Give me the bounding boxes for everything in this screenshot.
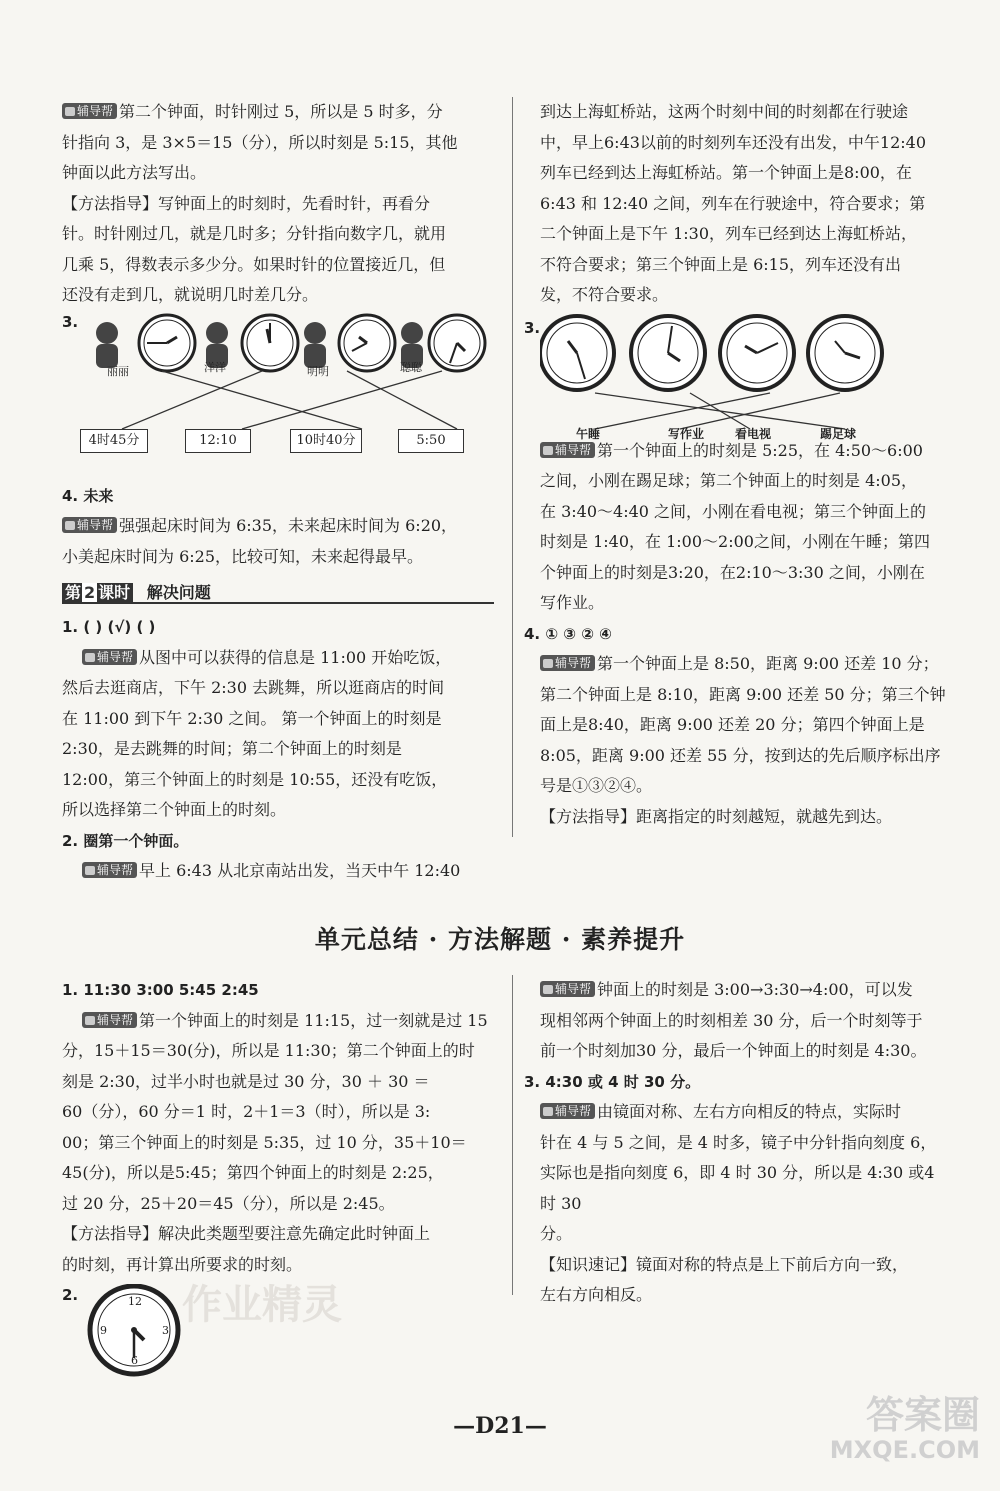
activity-clock-1 <box>540 316 614 390</box>
activity-clock-2 <box>631 316 705 390</box>
cap-icon <box>85 866 95 875</box>
clock-match-lines <box>62 311 492 481</box>
summary-q3-answer: 3. 4:30 或 4 时 30 分。 <box>524 1072 701 1091</box>
activity-label-3: 看电视 <box>735 426 772 441</box>
tutor-tag: 辅导帮 <box>540 981 595 997</box>
lesson-underline <box>62 602 494 604</box>
summary-q2-figure <box>62 1280 494 1380</box>
lesson-title: 解决问题 <box>146 583 211 602</box>
lesson-header <box>62 578 494 608</box>
bottom-right-column: 辅导帮 钟面上的时刻是 3:00→3:30→4:00，可以发 现相邻两个钟面上的时刻相差 30 分，后一个时刻等于 前一个时刻加30 分，最后一个钟面上的时刻是 4:30。 3. 4:30 或 4 时 30 分。 辅导帮 由镜面对称、左右方向相反的特点，实际时 针在 4 与 5 之间，是 4 时多，镜子中分针指向刻度 6， 实际也是指向刻度 6，即 4 时 30 分，所以是 4:30 或4 时 30 分。 【知识速记】镜面对称的特点是上下前后方向一致， 左右方向相反。 <box>540 975 952 1311</box>
cap-icon <box>85 653 95 662</box>
top-left-column: 辅导帮 第二个钟面，时针刚过 5，所以是 5 时多，分 针指向 3，是 3×5＝15（分），所以时刻是 5:15，其他 钟面以此方法写出。 【方法指导】写钟面上的时刻时，先看时针，再看分 针。时针刚过几，就是几时多；分针指向数字几，就用 几乘 5，得数表示多少分。如果时针的位置接近几，但 还没有走到几，就说明几时差几分。 3. 丽丽 洋洋 明明 聪聪 4时45分 12:10 10时40分 5:50 4. 未来 辅导帮 强强起床时间为 6:35，未来起床时间为 6:20， 小美起床时间为 6:25，比较可知，未来起得最早。 第 2 课时 解决问题 1. ( ) (√) ( ) 辅导帮 从图中可以获得的信息是 11:00 开始吃饭， 然后去逛商店，下午 2:30 去跳舞，所以逛商店的时间 在 11:00 到下午 2:30 之间。 第一个钟面上的时刻是 2:30，是去跳舞的时间；第二个钟面上的时刻是 12:00，第三个钟面上的时刻是 10:55，还没有吃饭， 所以选择第二个钟面上的时刻。 2. 圈第一个钟面。 辅导帮 早上 6:43 从北京南站出发，当天中午 12:40 <box>62 97 494 887</box>
cap-icon <box>543 1107 553 1116</box>
q3-label-right: 3. <box>524 318 541 337</box>
activity-match-lines <box>540 311 952 436</box>
answer-clock <box>84 1284 194 1384</box>
cap-icon <box>85 1016 95 1025</box>
numeral-3: 3 <box>162 1324 169 1337</box>
cap-icon <box>543 659 553 668</box>
numeral-6: 6 <box>131 1354 138 1367</box>
column-divider-top <box>512 97 513 837</box>
activity-clock-4 <box>808 316 882 390</box>
q3-clock-matching-figure <box>62 311 492 481</box>
time-box-4: 5:50 <box>398 429 464 453</box>
tutor-tag: 辅导帮 <box>540 442 595 458</box>
summary-q2-label: 2. <box>62 1286 79 1304</box>
cap-icon <box>65 107 75 116</box>
clock-1 <box>139 315 195 371</box>
time-box-1: 4时45分 <box>80 429 148 453</box>
explain-block-q2: 辅导帮 第二个钟面，时针刚过 5，所以是 5 时多，分 针指向 3，是 3×5＝15（分），所以时刻是 5:15，其他 钟面以此方法写出。 <box>62 102 458 182</box>
q1-answer: 1. ( ) (√) ( ) <box>62 618 156 636</box>
q4-order-answer: 4. ① ③ ② ④ <box>524 624 612 643</box>
tutor-tag: 辅导帮 <box>82 1012 137 1028</box>
kid-name-1: 丽丽 <box>107 364 129 378</box>
page-number: —D21— <box>453 1413 547 1439</box>
kid-name-4: 聪聪 <box>400 360 422 374</box>
clock-3 <box>339 315 395 371</box>
kid-name-2: 洋洋 <box>204 360 226 374</box>
cap-icon <box>65 521 75 530</box>
cap-icon <box>543 985 553 994</box>
time-box-3: 10时40分 <box>290 429 362 453</box>
method-guide-block: 【方法指导】写钟面上的时刻时，先看时针，再看分 针。时针刚过几，就是几时多；分针指向数字几，就用 几乘 5，得数表示多少分。如果时针的位置接近几，但 还没有走到几，就说明几时差几分。 <box>62 193 447 304</box>
method-guide-right: 【方法指导】距离指定的时刻越短，就越先到达。 <box>540 806 893 826</box>
numeral-9: 9 <box>100 1324 107 1337</box>
numeral-12: 12 <box>128 1295 142 1308</box>
tutor-tag: 辅导帮 <box>82 862 137 878</box>
site-watermark: 答案圈 MXQE.COM <box>829 1393 980 1464</box>
top-right-column: 到达上海虹桥站，这两个时刻中间的时刻都在行驶途 中，早上6:43以前的时刻列车还没有出发，中午12:40 列车已经到达上海虹桥站。第一个钟面上是8:00，在 6:43 和 12:40 之间，列车在行驶途中，符合要求；第 二个钟面上是下午 1:30，列车已经到达上海虹桥站， 不符合要求；第三个钟面上是 6:15，列车还没有出 发，不符合要求。 3. 午睡 写作业 看电视 踢足球 辅导帮 第一个钟面上的时刻是 5:25，在 4:50～6:00 之间，小刚在踢足球；第二个钟面上的时刻是 4:05， 在 3:40～4:40 之间，小刚在看电视；第三个钟面上的 时刻是 1:40，在 1:00～2:00之间，小刚在午睡；第四 个钟面上的时刻是3:20，在2:10～3:30 之间，小刚在 写作业。 4. ① ③ ② ④ 辅导帮 第一个钟面上是 8:50，距离 9:00 还差 10 分； 第二个钟面上是 8:10，距离 9:00 还差 50 分；第三个钟 面上是8:40，距离 9:00 还差 20 分；第四个钟面上是 8:05，距离 9:00 还差 55 分，按到达的先后顺序标出序 号是①③②④。 【方法指导】距离指定的时刻越短，就越先到达。 <box>540 97 952 832</box>
tutor-tag: 辅导帮 <box>82 649 137 665</box>
column-divider-bottom <box>512 975 513 1295</box>
tutor-tag: 辅导帮 <box>540 655 595 671</box>
section-title: 单元总结 · 方法解题 · 素养提升 <box>314 925 686 954</box>
bottom-left-column: 1. 11:30 3:00 5:45 2:45 辅导帮 第一个钟面上的时刻是 11:15，过一刻就是过 15 分，15＋15＝30(分)，所以是 11:30；第二个钟面上的时 刻是 2:30，过半小时也就是过 30 分，30 ＋ 30 ＝ 60（分），60 分＝1 时，2＋1＝3（时），所以是 3: 00；第三个钟面上的时刻是 5:35，过 10 分，35＋10＝ 45(分)，所以是5:45；第四个钟面上的时刻是 2:25， 过 20 分，25＋20＝45（分），所以是 2:45。 【方法指导】解决此类题型要注意先确定此时钟面上 的时刻，再计算出所要求的时刻。 2. 12 3 6 9 作业精灵 <box>62 975 494 1380</box>
kid-name-3: 明明 <box>307 364 329 378</box>
activity-label-1: 午睡 <box>576 426 601 441</box>
activity-clock-3 <box>720 316 794 390</box>
q3-label: 3. <box>62 312 79 331</box>
q2-answer: 2. 圈第一个钟面。 <box>62 831 189 850</box>
time-box-2: 12:10 <box>185 429 251 453</box>
tutor-tag: 辅导帮 <box>62 517 117 533</box>
clock-2 <box>242 315 298 371</box>
summary-q1-answer: 1. 11:30 3:00 5:45 2:45 <box>62 981 259 999</box>
activity-label-2: 写作业 <box>668 426 705 441</box>
q3-activity-figure <box>524 311 952 441</box>
clock-4 <box>429 315 485 371</box>
tutor-tag: 辅导帮 <box>62 103 117 119</box>
watermark-ghost: 作业精灵 <box>182 1281 342 1328</box>
lesson-badge: 第 2 课时 <box>62 583 133 603</box>
tutor-tag: 辅导帮 <box>540 1103 595 1119</box>
activity-label-4: 踢足球 <box>820 426 857 441</box>
q4-answer: 4. 未来 <box>62 486 114 505</box>
cap-icon <box>543 446 553 455</box>
